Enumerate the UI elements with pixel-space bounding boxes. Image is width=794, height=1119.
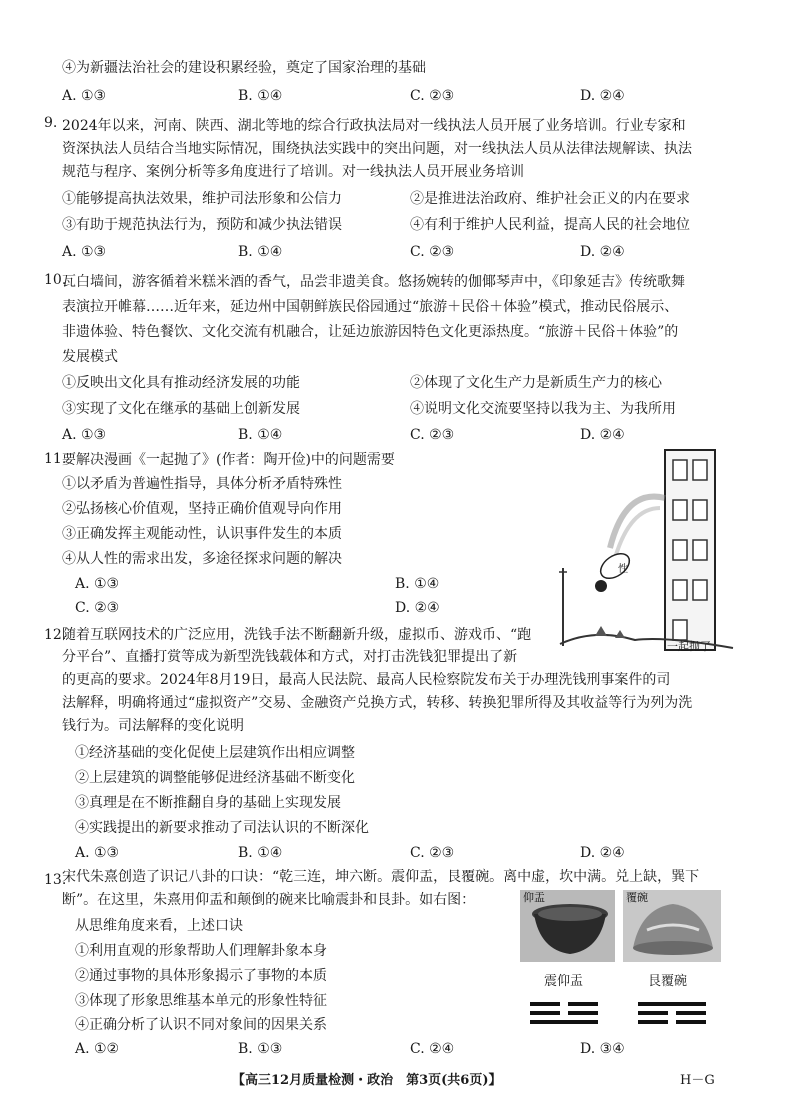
q12-choice-d: D. ②④ — [580, 845, 625, 861]
gen-caption: 艮覆碗 — [648, 974, 688, 989]
q9-stem-line-2: 资深执法人员结合当地实际情况，围绕执法实践中的突出问题，对一线执法人员从法律法规解读、执法 — [62, 141, 692, 157]
q10-statement-3: ③实现了文化在继承的基础上创新发展 — [62, 401, 300, 417]
q13-stem-line-2: 断”。在这里，朱熹用仰盂和颠倒的碗来比喻震卦和艮卦。如右图： — [62, 892, 476, 908]
cartoon-caption: 一起抛了 — [667, 640, 711, 653]
q12-choice-a: A. ①③ — [75, 845, 120, 861]
cartoon-tag-label: 性 — [618, 564, 628, 575]
q10-choice-d: D. ②④ — [580, 427, 625, 443]
q11-statement-1: ①以矛盾为普遍性指导，具体分析矛盾特殊性 — [62, 476, 342, 492]
q13-choice-a: A. ①② — [75, 1041, 120, 1057]
q10-stem-line-2: 表演拉开帷幕……近年来，延边州中国朝鲜族民俗园通过“旅游＋民俗＋体验”模式，推动民俗展示、 — [62, 299, 679, 315]
q12-choice-b: B. ①④ — [238, 845, 283, 861]
q13-choice-d: D. ③④ — [580, 1041, 625, 1057]
q12-statement-3: ③真理是在不断推翻自身的基础上实现发展 — [75, 795, 341, 811]
q9-number: 9. — [44, 115, 58, 131]
q12-stem-line-5: 钱行为。司法解释的变化说明 — [62, 718, 244, 734]
q12-stem-line-1: 随着互联网技术的广泛应用，洗钱手法不断翻新升级，虚拟币、游戏币、“跑 — [62, 627, 532, 643]
q12-statement-4: ④实践提出的新要求推动了司法认识的不断深化 — [75, 820, 369, 836]
q12-stem-line-2: 分平台”、直播打赏等成为新型洗钱载体和方式，对打击洗钱犯罪提出了新 — [62, 649, 518, 665]
q11-statement-4: ④从人性的需求出发，多途径探求问题的解决 — [62, 551, 342, 567]
yang-yu-label: 仰盂 — [523, 891, 545, 904]
fu-wan-photo — [623, 890, 721, 962]
fu-wan-label: 覆碗 — [626, 891, 648, 904]
cartoon-illustration — [555, 448, 735, 660]
q11-statement-2: ②弘扬核心价值观，坚持正确价值观导向作用 — [62, 501, 342, 517]
q11-cartoon — [555, 448, 735, 660]
q10-choice-c: C. ②③ — [410, 427, 455, 443]
zhen-caption: 震仰盂 — [544, 974, 584, 989]
q12-choice-c: C. ②③ — [410, 845, 455, 861]
q10-statement-1: ①反映出文化具有推动经济发展的功能 — [62, 375, 300, 391]
q9-choice-d: D. ②④ — [580, 244, 625, 260]
q8-choice-d: D. ②④ — [580, 88, 625, 104]
q9-choice-b: B. ①④ — [238, 244, 283, 260]
q11-number: 11. — [44, 451, 67, 467]
q10-statement-2: ②体现了文化生产力是新质生产力的核心 — [410, 375, 662, 391]
q11-choice-c: C. ②③ — [75, 600, 120, 616]
page-code: H－G — [680, 1073, 715, 1088]
q11-stem: 要解决漫画《一起抛了》(作者：陶开俭)中的问题需要 — [62, 452, 395, 468]
q9-stem-line-1: 2024年以来，河南、陕西、湖北等地的综合行政执法局对一线执法人员开展了业务培训。行业专家和 — [62, 118, 686, 134]
q10-choice-b: B. ①④ — [238, 427, 283, 443]
q12-stem-line-4: 法解释，明确将通过“虚拟资产”交易、金融资产兑换方式，转移、转换犯罪所得及其收益等行为列为洗 — [62, 695, 693, 711]
q11-choice-d: D. ②④ — [395, 600, 440, 616]
q10-number: 10. — [44, 272, 67, 288]
q8-choice-b: B. ①④ — [238, 88, 283, 104]
q12-statement-2: ②上层建筑的调整能够促进经济基础不断变化 — [75, 770, 355, 786]
q9-statement-4: ④有利于维护人民利益，提高人民的社会地位 — [410, 217, 690, 233]
q9-statement-3: ③有助于规范执法行为，预防和减少执法错误 — [62, 217, 342, 233]
yang-yu-photo — [520, 890, 615, 962]
q13-statement-2: ②通过事物的具体形象揭示了事物的本质 — [75, 968, 327, 984]
q9-statement-2: ②是推进法治政府、维护社会正义的内在要求 — [410, 191, 690, 207]
q13-statement-4: ④正确分析了认识不同对象间的因果关系 — [75, 1017, 327, 1033]
q12-stem-line-3: 的更高的要求。2024年8月19日，最高人民法院、最高人民检察院发布关于办理洗钱刑事案件的司 — [62, 672, 671, 688]
q9-statement-1: ①能够提高执法效果，维护司法形象和公信力 — [62, 191, 342, 207]
q13-choice-b: B. ①③ — [238, 1041, 283, 1057]
q13-statement-3: ③体现了形象思维基本单元的形象性特征 — [75, 993, 327, 1009]
q8-statement-4: ④为新疆法治社会的建设积累经验，奠定了国家治理的基础 — [62, 60, 426, 76]
q13-stem-line-1: 宋代朱熹创造了识记八卦的口诀：“乾三连，坤六断。震仰盂，艮覆碗。离中虚，坎中满。兑上缺，巽下 — [62, 869, 700, 885]
q11-statement-3: ③正确发挥主观能动性，认识事件发生的本质 — [62, 526, 342, 542]
q8-choice-a: A. ①③ — [62, 88, 107, 104]
q10-statement-4: ④说明文化交流要坚持以我为主、为我所用 — [410, 401, 676, 417]
q10-stem-line-3: 非遗体验、特色餐饮、文化交流有机融合，让延边旅游因特色文化更添热度。“旅游＋民俗＋体验”的 — [62, 324, 679, 340]
q9-choice-c: C. ②③ — [410, 244, 455, 260]
q12-statement-1: ①经济基础的变化促使上层建筑作出相应调整 — [75, 745, 355, 761]
q11-choice-a: A. ①③ — [75, 576, 120, 592]
q8-choice-c: C. ②③ — [410, 88, 455, 104]
q11-choice-b: B. ①④ — [395, 576, 440, 592]
q10-stem-line-1: 瓦白墙间，游客循着米糕米酒的香气，品尝非遗美食。悠扬婉转的伽倻琴声中，《印象延吉》传统歌舞 — [62, 274, 685, 290]
q9-stem-line-3: 规范与程序、案例分析等多角度进行了培训。对一线执法人员开展业务培训 — [62, 164, 524, 180]
q12-number: 12. — [44, 627, 67, 643]
q13-choice-c: C. ②④ — [410, 1041, 455, 1057]
q9-choice-a: A. ①③ — [62, 244, 107, 260]
q10-choice-a: A. ①③ — [62, 427, 107, 443]
page-footer: 【高三12月质量检测・政治 第3页(共6页)】 — [232, 1073, 502, 1088]
q13-stem-line-3: 从思维角度来看，上述口诀 — [75, 918, 243, 934]
q13-figure — [520, 890, 725, 1030]
q13-number: 13. — [44, 872, 67, 888]
q10-stem-line-4: 发展模式 — [62, 349, 118, 365]
q13-statement-1: ①利用直观的形象帮助人们理解卦象本身 — [75, 943, 327, 959]
